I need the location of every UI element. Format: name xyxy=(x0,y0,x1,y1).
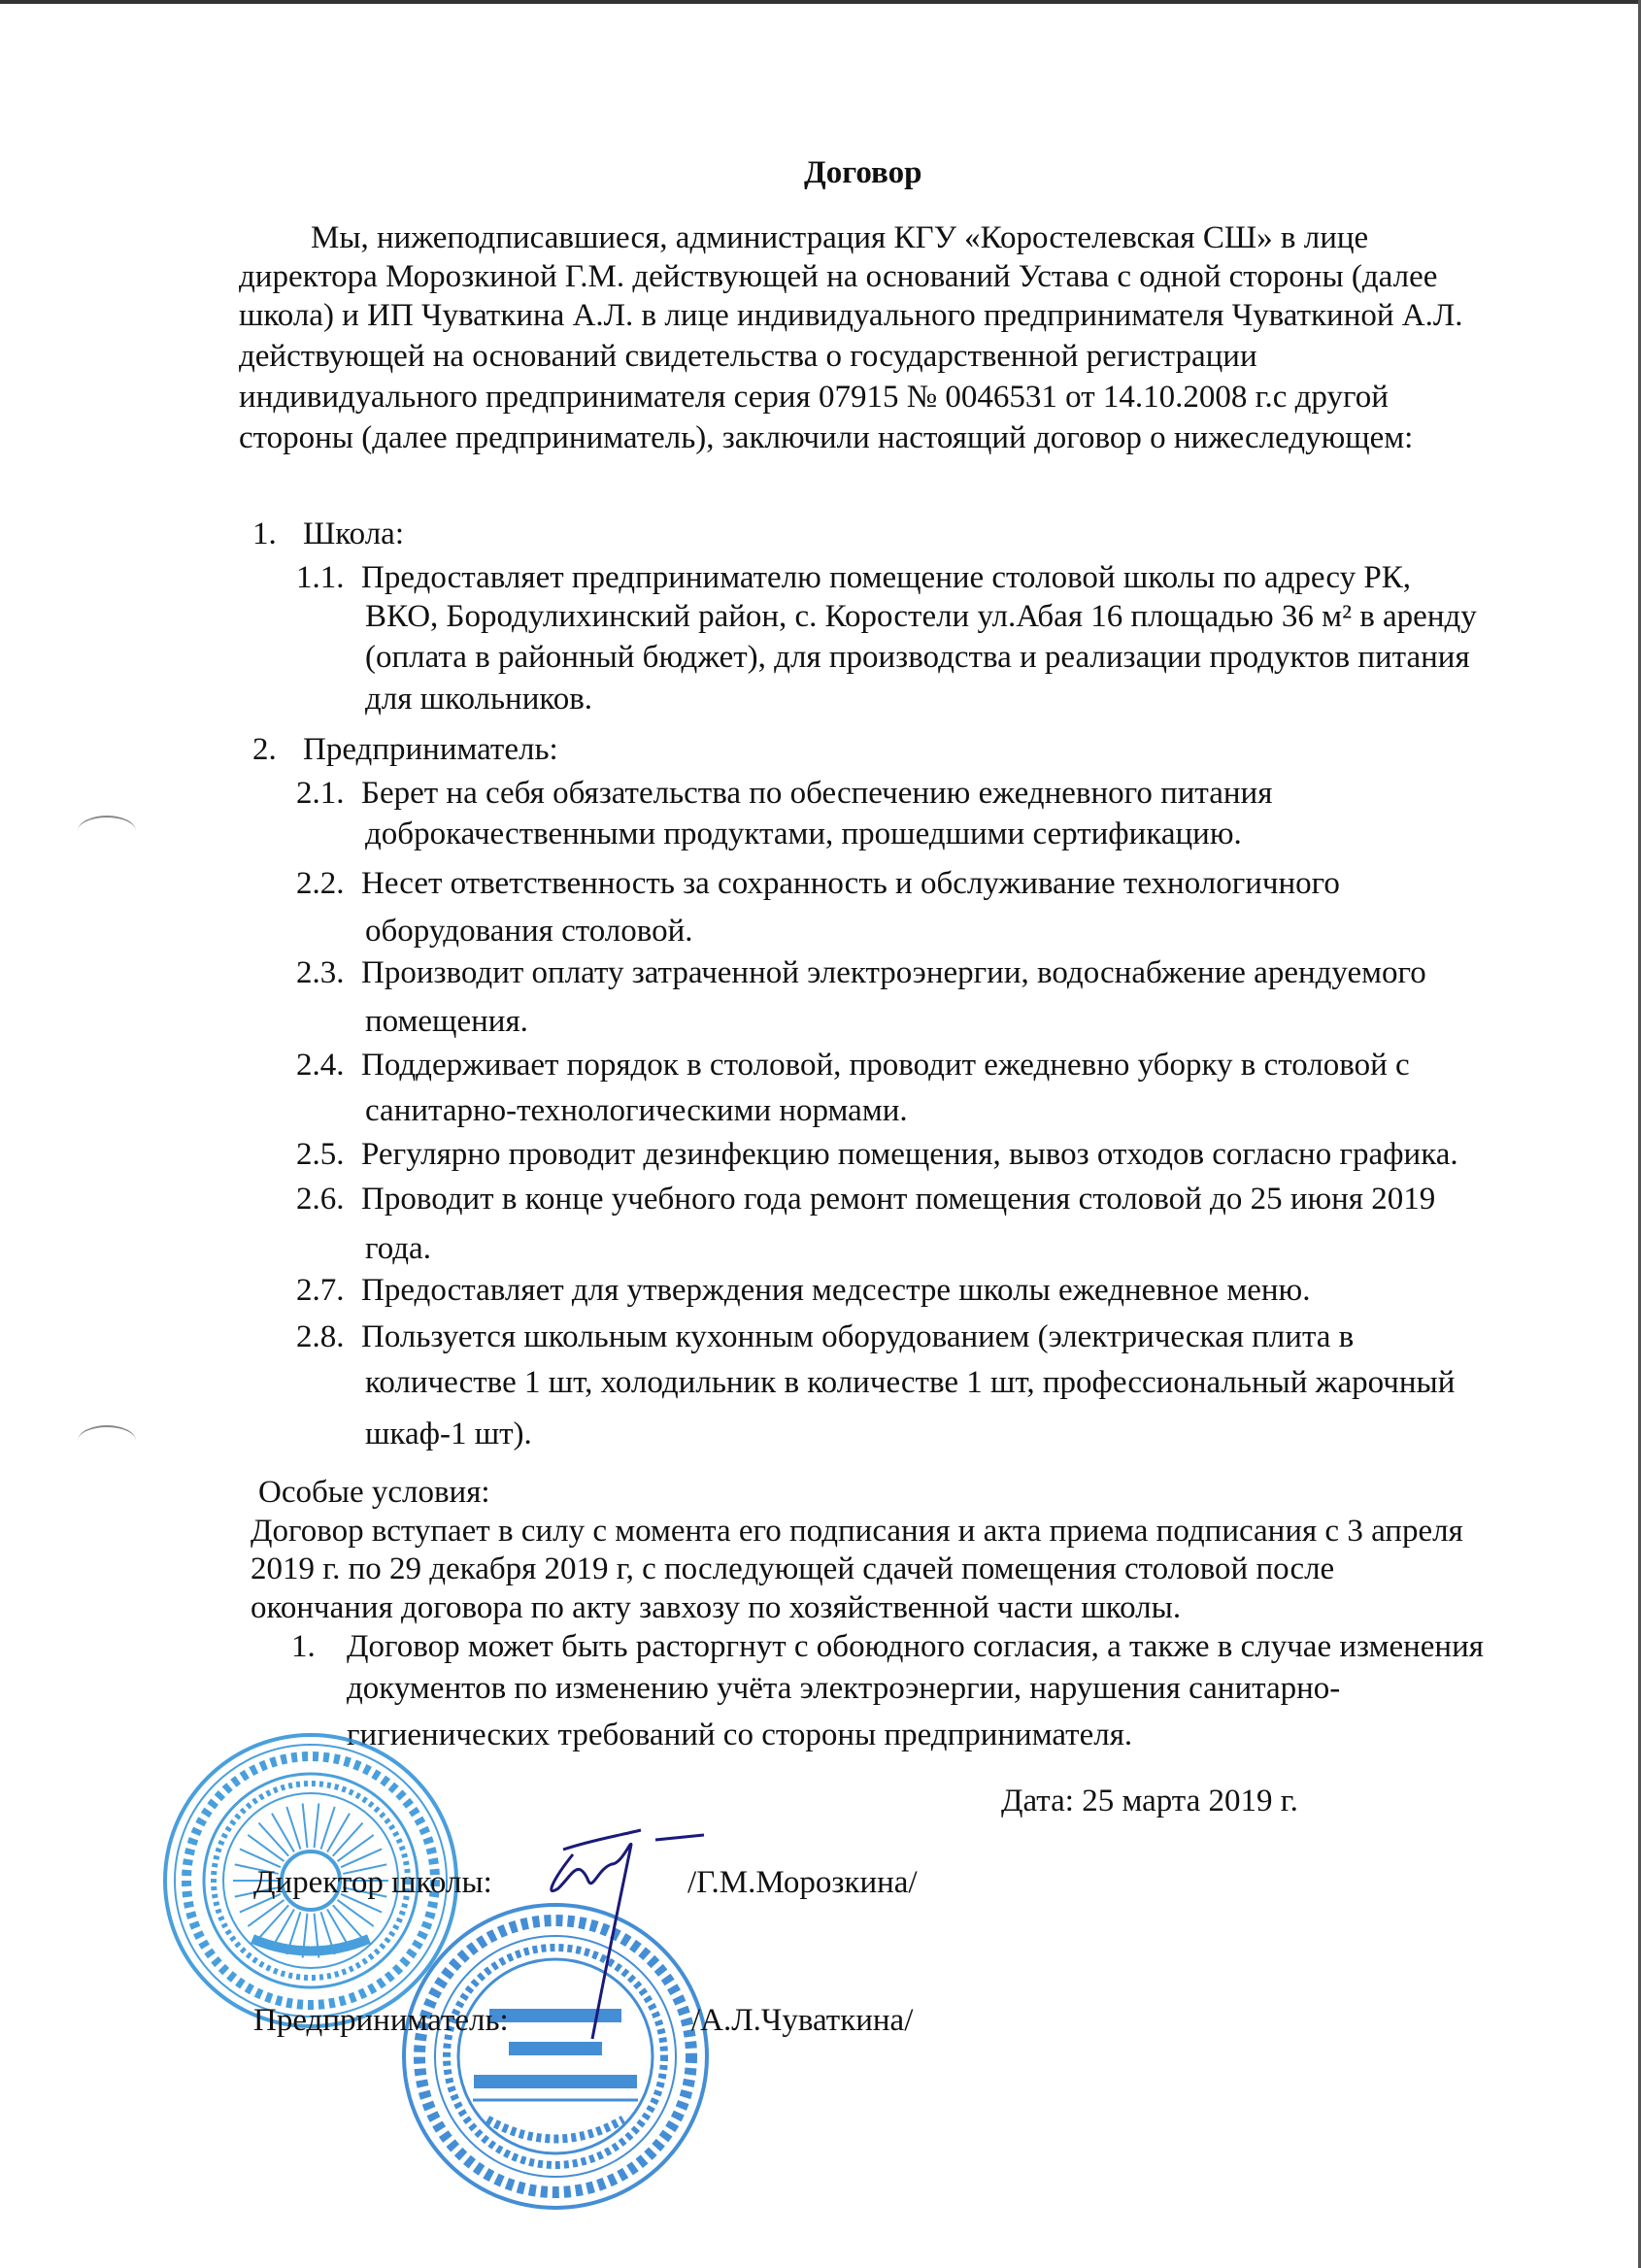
section-number: 2. xyxy=(252,732,277,767)
item-number: 2.5. xyxy=(296,1137,345,1172)
entrepreneur-name: /А.Л.Чуваткина/ xyxy=(691,2003,914,2038)
emblem-ray xyxy=(338,1900,374,1926)
item-line: количестве 1 шт, холодильник в количестве 1 шт, профессиональный жарочный xyxy=(365,1365,1456,1400)
special-heading: Особые условия: xyxy=(258,1475,490,1510)
director-name: /Г.М.Морозкина/ xyxy=(687,1865,918,1900)
special-item-line: документов по изменению учёта электроэнергии, нарушения санитарно- xyxy=(347,1671,1341,1706)
emblem-ray xyxy=(248,1835,284,1861)
item-number: 1.1. xyxy=(296,560,345,595)
item-line: для школьников. xyxy=(365,682,593,717)
special-item-line: Договор может быть расторгнут с обоюдного согласия, а также в случае изменения xyxy=(347,1629,1484,1664)
item-line: санитарно-технологическими нормами. xyxy=(365,1093,908,1128)
item-number: 1. xyxy=(291,1629,316,1664)
item-line: года. xyxy=(365,1231,431,1266)
intro-line: стороны (далее предприниматель), заключили настоящий договор о нижеследующем: xyxy=(239,420,1414,455)
special-line: 2019 г. по 29 декабря 2019 г, с последующей сдачей помещения столовой после xyxy=(251,1551,1335,1586)
punch-hole-mark xyxy=(78,816,136,847)
item-line: шкаф-1 шт). xyxy=(365,1417,532,1451)
item-number: 2.1. xyxy=(296,776,345,811)
section-number: 1. xyxy=(252,517,277,551)
emblem-ray xyxy=(315,1803,319,1848)
section-heading: Школа: xyxy=(303,517,404,551)
item-line: Предоставляет для утверждения медсестре школы ежедневное меню. xyxy=(361,1273,1311,1308)
item-line: Несет ответственность за сохранность и обслуживание технологичного xyxy=(361,866,1340,901)
item-line: доброкачественными продуктами, прошедшими сертификацию. xyxy=(365,817,1242,851)
special-line: Договор вступает в силу с момента его подписания и акта приема подписания с 3 апреля xyxy=(251,1514,1463,1549)
document-title: Договор xyxy=(804,155,922,190)
emblem-ray xyxy=(333,1823,363,1856)
item-line: Берет на себя обязательства по обеспечению ежедневного питания xyxy=(361,776,1273,811)
item-line: помещения. xyxy=(365,1004,528,1039)
emblem-ray xyxy=(338,1835,374,1861)
item-line: (оплата в районный бюджет), для производства и реализации продуктов питания xyxy=(365,640,1470,675)
emblem-ray xyxy=(258,1905,288,1938)
item-number: 2.7. xyxy=(296,1273,345,1308)
intro-line: школа) и ИП Чуваткина А.Л. в лице индивидуального предпринимателя Чуваткиной А.Л. xyxy=(239,298,1463,333)
emblem-ray xyxy=(303,1803,308,1848)
date: Дата: 25 марта 2019 г. xyxy=(1001,1784,1298,1818)
emblem-ray xyxy=(333,1905,363,1938)
intro-line: действующей на оснований свидетельства о государственной регистрации xyxy=(239,339,1257,374)
intro-line: директора Морозкиной Г.М. действующей на оснований Устава с одной стороны (далее xyxy=(239,259,1438,294)
scan-edge-top xyxy=(0,0,1641,4)
item-number: 2.4. xyxy=(296,1048,345,1083)
entrepreneur-label: Предприниматель: xyxy=(253,2003,509,2038)
item-number: 2.2. xyxy=(296,866,345,901)
item-line: Производит оплату затраченной электроэнергии, водоснабжение арендуемого xyxy=(361,955,1426,990)
item-line: Предоставляет предпринимателю помещение столовой школы по адресу РК, xyxy=(361,560,1411,595)
item-line: Поддерживает порядок в столовой, проводит ежедневно уборку в столовой с xyxy=(361,1048,1410,1083)
director-signature xyxy=(534,1820,709,2044)
item-line: Проводит в конце учебного года ремонт помещения столовой до 25 июня 2019 xyxy=(361,1182,1436,1217)
punch-hole-mark xyxy=(78,1425,136,1456)
item-line: Регулярно проводит дезинфекцию помещения, вывоз отходов согласно графика. xyxy=(361,1137,1458,1172)
intro-line: Мы, нижеподписавшиеся, администрация КГУ «Коростелевская СШ» в лице xyxy=(311,220,1369,255)
special-item-line: гигиенических требований со стороны предпринимателя. xyxy=(347,1718,1133,1752)
item-line: оборудования столовой. xyxy=(365,914,693,949)
item-line: Пользуется школьным кухонным оборудованием (электрическая плита в xyxy=(361,1319,1355,1354)
special-line: окончания договора по акту завхозу по хозяйственной части школы. xyxy=(251,1590,1182,1625)
item-number: 2.3. xyxy=(296,955,345,990)
item-number: 2.8. xyxy=(296,1319,345,1354)
emblem-ray xyxy=(248,1900,284,1926)
emblem-ray xyxy=(258,1823,288,1856)
item-number: 2.6. xyxy=(296,1182,345,1217)
intro-line: индивидуального предпринимателя серия 07915 № 0046531 от 14.10.2008 г.с другой xyxy=(239,380,1389,415)
director-label: Директор школы: xyxy=(253,1865,492,1900)
section-heading: Предприниматель: xyxy=(303,732,558,767)
item-line: ВКО, Бородулихинский район, с. Коростели ул.Абая 16 площадью 36 м² в аренду xyxy=(365,599,1477,634)
